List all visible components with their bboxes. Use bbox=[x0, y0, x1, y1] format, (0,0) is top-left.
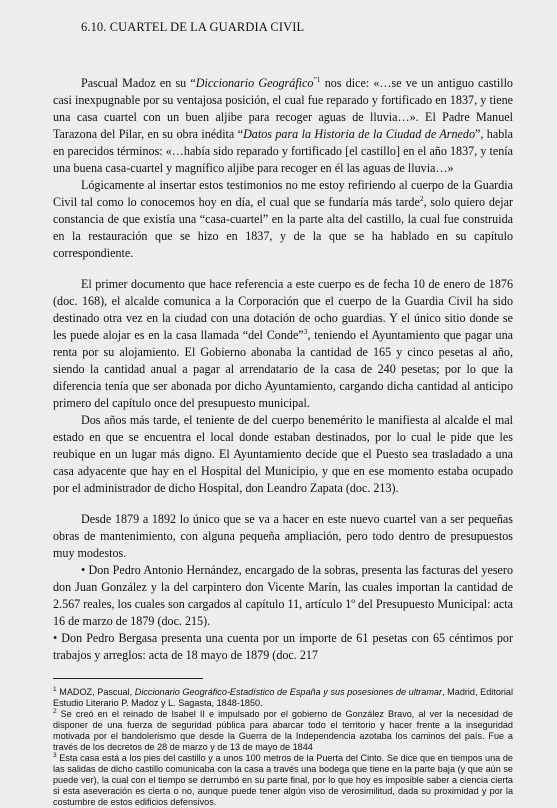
text: Se creó en el reinado de Isabel II e impulsado por el gobierno de González Bravo, al ver la necesidad de disponer de una fuerza de seguridad pública para abarcar todo el territorio y hacer frente a la inseguridad motivada por el bandolerismo que desde la Guerra de la Independencia azotaba los caminos del país. Fue a través de los decretos de 28 de marzo y de 13 de mayo de 1844 bbox=[53, 709, 513, 752]
text: Esta casa está a los pies del castillo y a unos 100 metros de la Puerta del Cinto. Se dice que en tiempos una de las salidas de dicho castillo comunicaba con la casa a través una bodega que tiene en la parte baja (y que aún se puede ver), la cual con el tiempo se derrumbó en su parte final, por lo que hoy es imposible saber a ciencia cierta si esta aseveración es cierta o no, aunque puede tener algún viso de verosimilitud, dada su proximidad y por la costumbre de estos edificios defensivos. bbox=[53, 753, 513, 807]
work-title: Diccionario Geográfico-Estadístico de España y sus posesiones de ultramar bbox=[134, 687, 443, 697]
footnote-ref-1: ”1 bbox=[313, 74, 321, 84]
text: , teniendo el Ayuntamiento que pagar una renta por su alojamiento. El Gobierno abonaba la cantidad de 165 y cinco pesetas al año, siendo la cantidad anual a pagar al arrendatario de la casa de 240 pesetas; por lo que la diferencia tenía que ser abonada por dicho Ayuntamiento, cargando dicha cantidad al anticipo primero del capítulo once del presupuesto municipal. bbox=[53, 328, 513, 410]
bullet-item-hernandez: • Don Pedro Antonio Hernández, encargado de la sobras, presenta las facturas del yesero don Juan González y la del carpintero don Vicente Marín, las cuales importan la cantidad de 2.567 reales, los cuales son cargados al capítulo 11, artículo 1º del Presupuesto Municipal: acta 16 de marzo de 1879 (doc. 215). bbox=[53, 563, 513, 628]
text: Lógicamente al insertar estos testimonios no me estoy refiriendo al cuerpo de la Guardia Civil tal como lo conocemos hoy en día, el cual que se fundaría más tarde bbox=[53, 178, 513, 209]
text: , solo quiero dejar constancia de que existía una “casa-cuartel” en la parte alta del castillo, la cual fue construida en la restauración que se hizo en 1837, y de la que se ha hablado en su capítulo correspondiente. bbox=[53, 195, 513, 260]
text: , Madrid, Editorial Estudio Literario P. Madoz y L. Sagasta, 1848-1850. bbox=[53, 687, 513, 708]
text: Pascual Madoz en su “ bbox=[81, 76, 196, 90]
paragraph-testimonios bbox=[53, 177, 513, 262]
work-title: Datos para la Historia de la Ciudad de Arnedo bbox=[243, 127, 476, 141]
footnote-number: 3 bbox=[53, 751, 57, 759]
paragraph-desde-1879: Desde 1879 a 1892 lo único que se va a hacer en este nuevo cuartel van a ser pequeñas obras de mantenimiento, con alguna pequeña ampliación, pero todo dentro de presupuestos muy modestos. bbox=[53, 512, 513, 560]
text: MADOZ, Pascual, bbox=[56, 687, 135, 697]
spacer bbox=[53, 262, 513, 276]
footnote-number: 2 bbox=[53, 707, 57, 715]
text: El primer documento que hace referencia a este cuerpo es de fecha 10 de enero de 1876 (doc. 168), el alcalde comunica a la Corporación que el cuerpo de la Guardia Civil ha sido destinado otra vez en la ciudad con una dotación de ocho guardias. Y el único sitio donde se les puede alojar es en la casa llamada “del Conde” bbox=[53, 277, 513, 342]
spacer bbox=[53, 497, 513, 511]
footnote-1 bbox=[53, 687, 513, 709]
paragraph-dos-anos: Dos años más tarde, el teniente de del cuerpo benemérito le manifiesta al alcalde el mal estado en que se encuentra el local donde estaban destinados, por lo cual le pide que les reubique en un lugar más digno. El Ayuntamiento decide que el Puesto sea trasladado a una casa adyacente que hay en el Hospital del Municipio, y que en ese momento estaba ocupado por el administrador de dicho Hospital, don Leandro Zapata (doc. 213). bbox=[53, 413, 513, 495]
footnote-number: 1 bbox=[53, 685, 57, 693]
text: nos dice: «…se ve un antiguo castillo casi inexpugnable por su ventajosa posición, el cual fue reparado y fortificado en 1837, y tiene una casa cuartel con un buen aljibe para recoger aguas de lluvia…». El Padre Manuel Tarazona del Pilar, en su obra inédita “ bbox=[53, 76, 513, 141]
footnote-ref-2: 2 bbox=[419, 193, 424, 203]
text: ”, habla en parecidos términos: «…había sido reparado y fortificado [el castillo] en el año 1837, y tenía una buena casa-cuartel y magnífico aljibe para recoger en él las aguas de lluvia…» bbox=[53, 127, 514, 175]
work-title: Diccionario Geográfico bbox=[195, 76, 314, 90]
footnote-divider bbox=[53, 678, 203, 679]
paragraph-primer-documento bbox=[53, 276, 513, 412]
section-heading: 6.10. CUARTEL DE LA GUARDIA CIVIL bbox=[81, 20, 305, 34]
footnote-2 bbox=[53, 709, 513, 753]
bullet-item-bergasa: • Don Pedro Bergasa presenta una cuenta por un importe de 61 pesetas con 65 céntimos por trabajos y arreglos: acta de 18 mayo de 1879 (doc. 217 bbox=[53, 631, 513, 662]
footnote-ref-3: 3 bbox=[303, 326, 308, 336]
paragraph-madoz bbox=[53, 75, 513, 177]
